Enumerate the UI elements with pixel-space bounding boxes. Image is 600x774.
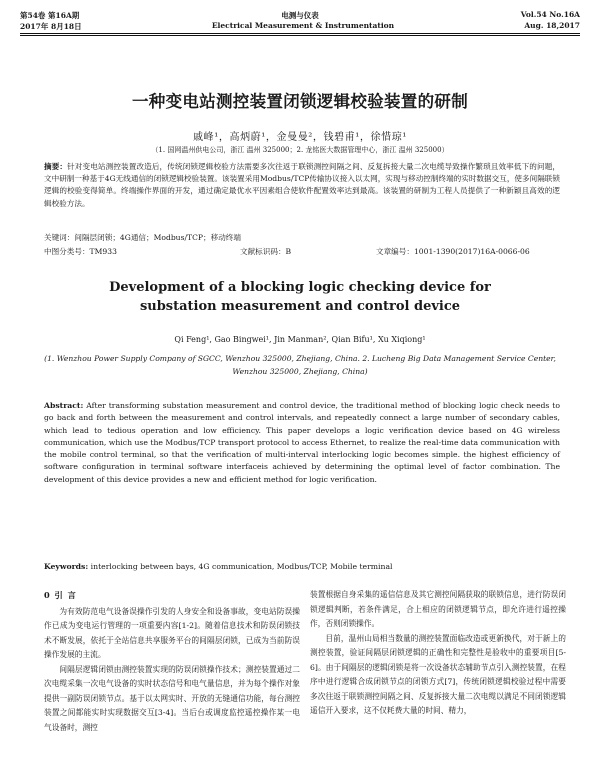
header-date: 2017年 8月18日 bbox=[20, 22, 82, 31]
affiliation-zh: （1. 国网温州供电公司，浙江 温州 325000；2. 龙铭医大数据管理中心，浙江 温州 325000） bbox=[151, 146, 449, 154]
body-paragraph: 装置根据自身采集的遥信信息及其它测控间隔获取的联锁信息，进行防误闭锁逻辑判断，若条件满足，合上相应的闭锁逻辑节点，即允许进行遥控操作，否则闭锁操作。 bbox=[310, 590, 566, 628]
body-column-left bbox=[44, 588, 300, 735]
body-paragraph: 间隔层逻辑闭锁由测控装置实现的防误闭锁操作技术；测控装置通过二次电缆采集一次电气设备的实时状态信号和电气量信息，并为每个操作对象提供一副防误闭锁节点。基于以太网实时、开放的无缝通信功能，每台测控装置之间都能实时实现数据交互[3-4]。当后台或调度监控遥控操作某一电气设备时，测控 bbox=[44, 664, 300, 732]
abstract-zh bbox=[44, 161, 560, 210]
abstract-en-text: After transforming substation measurement and control device, the traditional method of blocking logic check needs to go back and forth between the measurement and control intervals, and repeatedly connect a large number of secondary cables, which lead to tedious operation and low efficiency. This paper develops a logic verification device based on 4G wireless communication, which use the Modbus/TCP transport protocol to access Ethernet, to realize the real-time data communication with the mobile control terminal, so that the verification of multi-interval interlocking logic becomes simple. the highest efficiency of software configuration in terminal software interfaceis achieved by determining the optimal level of factor combination. The development of this device provides a new and efficient method for logic verification. bbox=[44, 401, 560, 484]
paper-title-zh: 一种变电站测控装置闭锁逻辑校验装置的研制 bbox=[132, 92, 468, 111]
header-rule bbox=[20, 33, 580, 34]
paper-title-en bbox=[0, 278, 600, 316]
body-column-right bbox=[310, 588, 566, 719]
keywords-en bbox=[44, 562, 560, 571]
clc-number: 中图分类号：TM933 bbox=[44, 247, 117, 256]
abstract-zh-label: 摘要： bbox=[44, 162, 68, 171]
paper-title-en-text: Development of a blocking logic checking device for substation measurement and control device bbox=[109, 280, 491, 314]
section-heading-introduction: 0 引 言 bbox=[44, 590, 77, 600]
keywords-zh: 关键词：间隔层闭锁；4G通信；Modbus/TCP；移动终端 bbox=[44, 233, 241, 242]
header-volume-en: Vol.54 No.16A bbox=[520, 10, 580, 19]
header-volume: 第54卷 第16A期 bbox=[20, 11, 80, 20]
header-journal-cn: 电测与仪表 bbox=[281, 11, 319, 20]
article-number: 文章编号：1001-1390(2017)16A-0066-06 bbox=[376, 247, 530, 256]
authors-zh: 戚峰¹，高炳蔚¹，金曼曼²，钱碧甫¹，徐惜琼¹ bbox=[193, 132, 407, 143]
header-journal-en: Electrical Measurement & Instrumentation bbox=[211, 21, 395, 30]
document-code: 文献标识码：B bbox=[240, 247, 292, 256]
abstract-en bbox=[44, 400, 560, 486]
keywords-en-text: interlocking between bays, 4G communication, Modbus/TCP, Mobile terminal bbox=[90, 562, 393, 571]
body-paragraph: 目前，温州山局相当数量的测控装置面临改造或更新换代，对于新上的测控装置，验证间隔层闭锁逻辑的正确性和完整性是验收中的重要项目[5-6]。由于间隔层的逻辑闭锁是将一次设备状态辅助节点引入测控装置，在程序中进行逻辑合成闭锁节点的闭锁方式[7]，传统闭锁逻辑校验过程中需要多次往返于联锁测控间隔之间、反复拆接大量二次电缆以满足不同闭锁逻辑遥信开入要求，这不仅耗费大量的时间、精力， bbox=[310, 633, 566, 715]
abstract-zh-text: 针对变电站测控装置改造后，传统闭锁逻辑校验方法需要多次往返于联锁测控间隔之间、反复拆接大量二次电缆导致操作繁琐且效率低下的问题，文中研制一种基于4G无线通信的闭锁逻辑校验装置。该装置采用Modbus/TCP传输协议接入以太网，实现与移动控制终端的实时数据交互，使多间隔联锁逻辑的校验变得简单。终端操作界面的开发，通过确定最优水平因素组合使软件配置效率达到最高。该装置的研制为工程人员提供了一种新颖且高效的逻辑校验方法。 bbox=[44, 162, 560, 208]
keywords-en-label: Keywords: bbox=[44, 562, 89, 571]
authors-en: Qi Feng¹, Gao Bingwei¹, Jin Manman², Qian Bifu¹, Xu Xiqiong¹ bbox=[174, 335, 426, 344]
affiliation-en: (1. Wenzhou Power Supply Company of SGCC, Wenzhou 325000, Zhejiang, China. 2. Lucheng Big Data Management Service Center, Wenzhou 325000, Zhejiang, China) bbox=[44, 354, 556, 376]
abstract-en-label: Abstract: bbox=[44, 401, 84, 410]
header-date-en: Aug. 18,2017 bbox=[524, 21, 580, 30]
body-paragraph: 为有效防范电气设备误操作引发的人身安全和设备事故，变电站防误操作已成为变电运行管理的一项重要内容[1-2]。随着信息技术和防误闭锁技术不断发展，依托于全站信息共享服务平台的间隔层闭锁，已成为当前防误操作发展的主流。 bbox=[44, 606, 300, 659]
header-rule-thin bbox=[20, 35, 580, 36]
